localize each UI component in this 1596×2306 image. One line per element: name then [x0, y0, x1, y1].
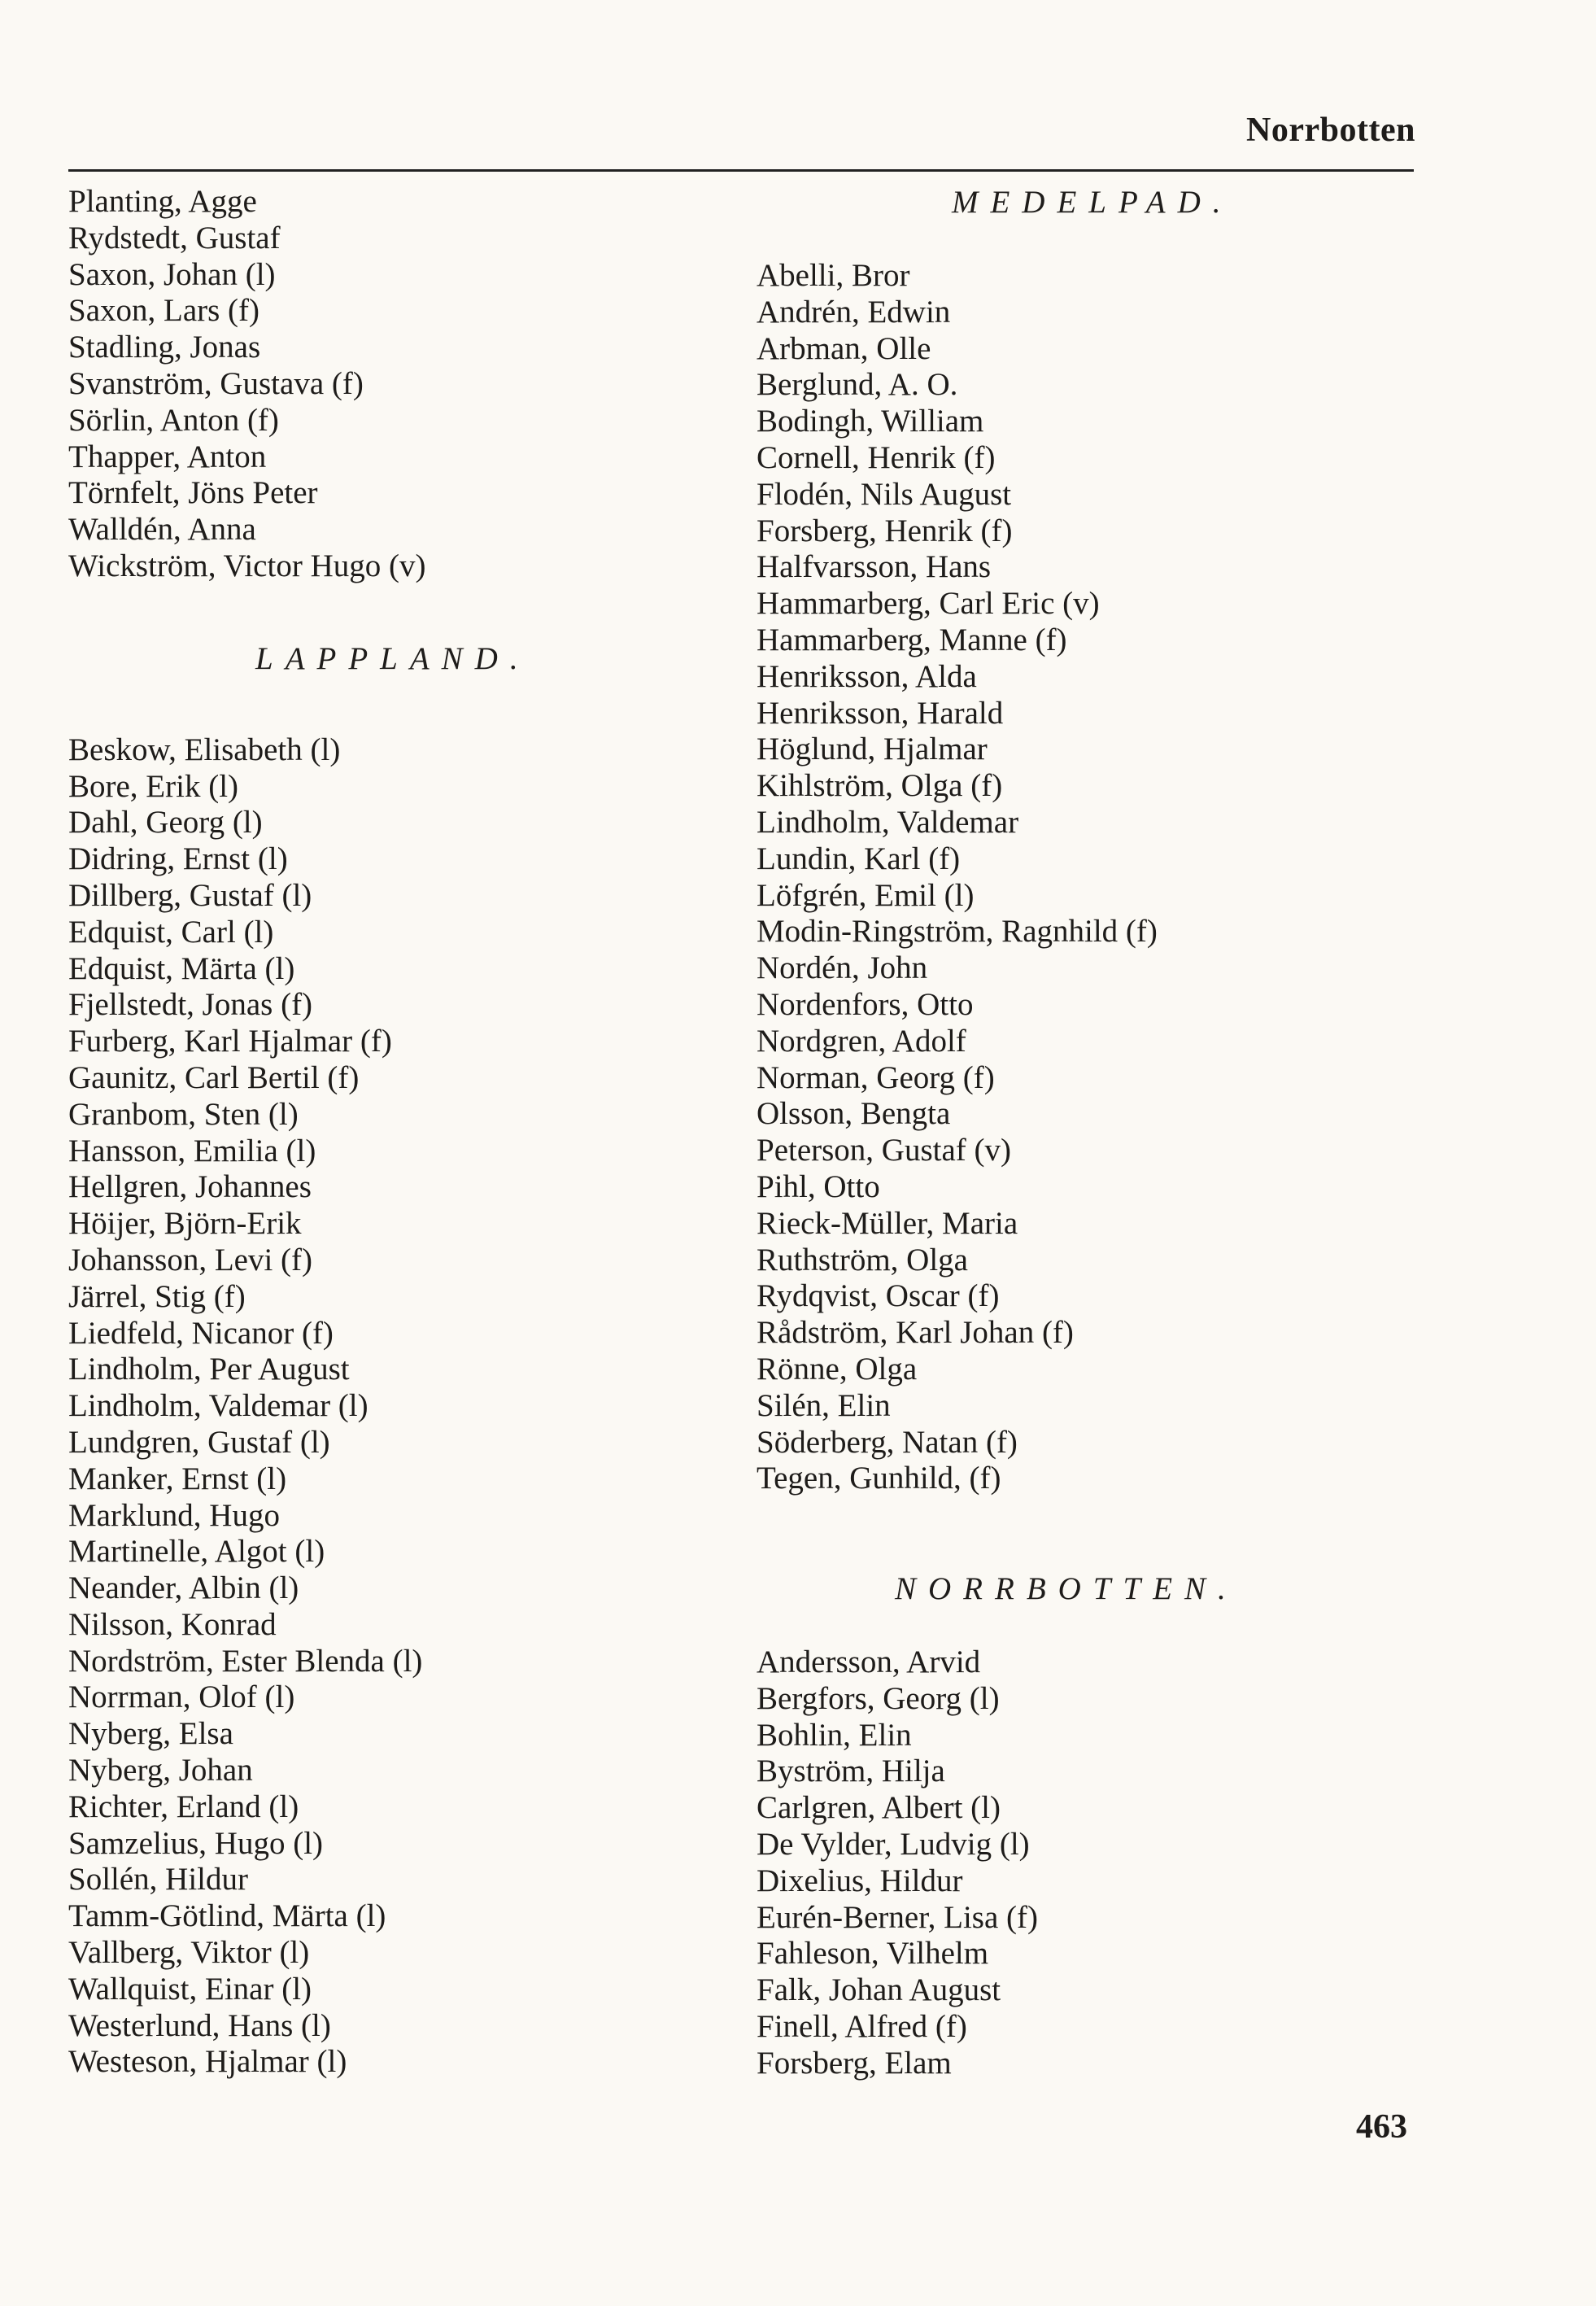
index-entry: Hammarberg, Carl Eric (v): [757, 586, 1100, 622]
index-entry: Marklund, Hugo: [68, 1497, 280, 1533]
index-entry: Nordgren, Adolf: [757, 1023, 966, 1059]
index-entry: Söderberg, Natan (f): [757, 1424, 1018, 1460]
index-entry: Wickström, Victor Hugo (v): [68, 548, 426, 583]
index-entry: Arbman, Olle: [757, 330, 931, 366]
index-entry: Samzelius, Hugo (l): [68, 1825, 324, 1861]
index-entry: Didring, Ernst (l): [68, 841, 288, 877]
index-entry: Beskow, Elisabeth (l): [68, 732, 341, 767]
index-entry: Kihlström, Olga (f): [757, 768, 1003, 804]
index-entry: Höglund, Hjalmar: [757, 732, 988, 767]
index-entry: Saxon, Lars (f): [68, 293, 260, 329]
index-entry: Törnfelt, Jöns Peter: [68, 475, 318, 511]
index-entry: Eurén-Berner, Lisa (f): [757, 1899, 1039, 1935]
index-entry: Halfvarsson, Hans: [757, 549, 992, 585]
section-entries-medelpad: [757, 258, 1489, 1497]
index-entry: Norman, Georg (f): [757, 1059, 995, 1095]
section-heading-norrbotten: NORRBOTTEN.: [895, 1571, 1238, 1607]
index-entry: Planting, Agge: [68, 184, 257, 219]
index-entry: Modin-Ringström, Ragnhild (f): [757, 914, 1158, 950]
index-entry: Rydqvist, Oscar (f): [757, 1278, 1000, 1314]
index-entry: Bergfors, Georg (l): [757, 1680, 1000, 1716]
index-entry: Henriksson, Harald: [757, 695, 1004, 731]
index-entry: Hammarberg, Manne (f): [757, 622, 1067, 657]
index-entry: Forsberg, Henrik (f): [757, 513, 1013, 548]
index-entry: Neander, Albin (l): [68, 1570, 299, 1606]
index-entry: Järrel, Stig (f): [68, 1278, 246, 1314]
index-entry: Rådström, Karl Johan (f): [757, 1315, 1074, 1351]
index-entry: Lundin, Karl (f): [757, 841, 961, 876]
index-entry: Peterson, Gustaf (v): [757, 1133, 1012, 1168]
index-entry: Pihl, Otto: [757, 1168, 880, 1204]
index-entry: Finell, Alfred (f): [757, 2009, 967, 2045]
index-entry: Liedfeld, Nicanor (f): [68, 1315, 334, 1351]
index-entry: Bohlin, Elin: [757, 1717, 912, 1753]
index-entry: Nilsson, Konrad: [68, 1606, 277, 1642]
index-entry: Dixelius, Hildur: [757, 1863, 963, 1898]
index-entry: Hansson, Emilia (l): [68, 1133, 316, 1168]
index-entry: Vallberg, Viktor (l): [68, 1935, 310, 1971]
index-entry: Flodén, Nils August: [757, 476, 1012, 512]
index-entry: Dillberg, Gustaf (l): [68, 877, 312, 913]
section-heading-lappland: LAPPLAND.: [255, 640, 530, 676]
section-heading-medelpad: MEDELPAD.: [952, 185, 1233, 220]
index-entry: Martinelle, Algot (l): [68, 1534, 325, 1570]
header-rule: [68, 169, 1414, 172]
index-entry: Manker, Ernst (l): [68, 1461, 287, 1496]
index-entry: De Vylder, Ludvig (l): [757, 1827, 1030, 1863]
index-entry: Nyberg, Johan: [68, 1753, 253, 1788]
page-number: 463: [1356, 2108, 1407, 2146]
section-entries-lappland: [68, 732, 768, 2081]
index-entry: Tamm-Götlind, Märta (l): [68, 1898, 386, 1934]
index-entry: Andrén, Edwin: [757, 294, 951, 330]
index-entry: Abelli, Bror: [757, 258, 910, 293]
index-entry: Wallquist, Einar (l): [68, 1971, 312, 2007]
index-entry: Ruthström, Olga: [757, 1242, 968, 1277]
index-entry: Lundgren, Gustaf (l): [68, 1424, 330, 1460]
index-entry: Norrman, Olof (l): [68, 1679, 295, 1715]
index-entry: Höijer, Björn-Erik: [68, 1206, 302, 1242]
index-entry: Edquist, Carl (l): [68, 914, 274, 950]
index-entry: Lindholm, Valdemar: [757, 804, 1019, 840]
index-entry: Cornell, Henrik (f): [757, 439, 996, 475]
index-entry: Nordström, Ester Blenda (l): [68, 1643, 423, 1679]
index-entry: Hellgren, Johannes: [68, 1169, 312, 1205]
index-entry: Falk, Johan August: [757, 1972, 1001, 2008]
index-entry: Westerlund, Hans (l): [68, 2007, 331, 2043]
index-entry: Westeson, Hjalmar (l): [68, 2044, 347, 2080]
index-entry: Olsson, Bengta: [757, 1096, 951, 1132]
index-entry: Richter, Erland (l): [68, 1788, 299, 1824]
index-entry: Granbom, Sten (l): [68, 1096, 299, 1132]
index-entry: Lindholm, Valdemar (l): [68, 1388, 368, 1424]
index-entry: Forsberg, Elam: [757, 2045, 952, 2081]
index-entry: Walldén, Anna: [68, 512, 256, 548]
index-entry: Sörlin, Anton (f): [68, 402, 279, 438]
index-entry: Svanström, Gustava (f): [68, 365, 364, 401]
index-entry: Edquist, Märta (l): [68, 950, 295, 986]
index-entry: Nordenfors, Otto: [757, 986, 974, 1022]
index-entry: Gaunitz, Carl Bertil (f): [68, 1059, 360, 1095]
index-entry: Tegen, Gunhild, (f): [757, 1461, 1001, 1496]
index-entry: Dahl, Georg (l): [68, 805, 263, 841]
index-entry: Fjellstedt, Jonas (f): [68, 987, 313, 1023]
index-entry: Bodingh, William: [757, 404, 984, 439]
left-column: [68, 184, 768, 2081]
index-entry: Johansson, Levi (f): [68, 1242, 313, 1277]
index-entry: Rieck-Müller, Maria: [757, 1205, 1018, 1241]
index-entry: Löfgrén, Emil (l): [757, 877, 975, 913]
index-entry: Nyberg, Elsa: [68, 1716, 233, 1752]
index-entry: Nordén, John: [757, 950, 928, 986]
index-entry: Saxon, Johan (l): [68, 256, 276, 292]
index-entry: Sollén, Hildur: [68, 1862, 248, 1898]
running-head: Norrbotten: [1246, 111, 1415, 149]
index-entry: Silén, Elin: [757, 1387, 891, 1423]
index-entry: Berglund, A. O.: [757, 367, 958, 403]
index-entry: Bore, Erik (l): [68, 768, 239, 804]
index-entry: Byström, Hilja: [757, 1754, 945, 1789]
index-entry: Lindholm, Per August: [68, 1352, 350, 1387]
index-entry: Stadling, Jonas: [68, 330, 261, 365]
index-entry: Furberg, Karl Hjalmar (f): [68, 1024, 392, 1059]
right-column: [757, 184, 1489, 2082]
index-entry: Rönne, Olga: [757, 1351, 918, 1387]
section-entries-norrbotten: [757, 1644, 1489, 2082]
continued-entries: [68, 184, 768, 585]
index-entry: Thapper, Anton: [68, 439, 267, 474]
index-entry: Andersson, Arvid: [757, 1644, 981, 1680]
index-entry: Fahleson, Vilhelm: [757, 1936, 989, 1972]
index-entry: Rydstedt, Gustaf: [68, 220, 281, 255]
index-entry: Carlgren, Albert (l): [757, 1790, 1001, 1826]
index-entry: Henriksson, Alda: [757, 658, 977, 694]
